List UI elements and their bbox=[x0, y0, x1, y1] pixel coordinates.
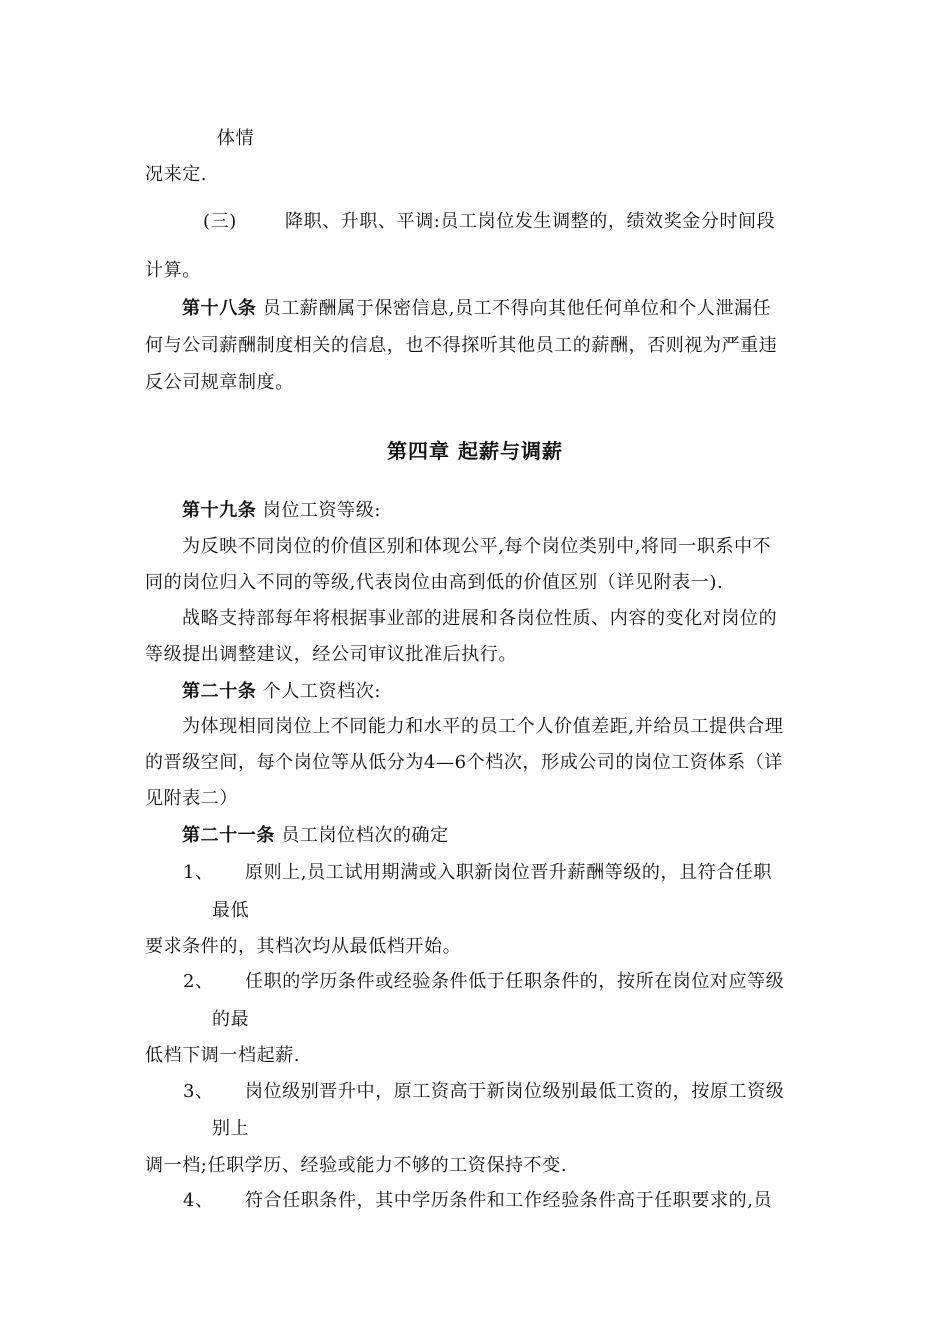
text-line: 为体现相同岗位上不同能力和水平的员工个人价值差距,并给员工提供合理 bbox=[182, 716, 784, 737]
list-number: 2、 bbox=[183, 971, 214, 992]
text-line: 为反映不同岗位的价值区别和体现公平,每个岗位类别中,将同一职系中不 bbox=[182, 536, 772, 557]
article-title: 第十八条 bbox=[182, 298, 257, 319]
text-line: 原则上,员工试用期满或入职新岗位晋升薪酬等级的，且符合任职 bbox=[245, 862, 773, 883]
text-line: 等级提出调整建议，经公司审议批准后执行。 bbox=[145, 644, 517, 665]
list-number: (三) bbox=[203, 211, 237, 232]
text-line: 反公司规章制度。 bbox=[145, 372, 294, 393]
article-title: 第二十一条 bbox=[182, 825, 275, 846]
article-heading: 岗位工资等级: bbox=[262, 500, 381, 521]
text-line: 的最 bbox=[212, 1009, 250, 1030]
list-number: 3、 bbox=[183, 1081, 214, 1102]
text-line: 低档下调一档起薪. bbox=[145, 1045, 301, 1066]
article-title: 第十九条 bbox=[182, 500, 257, 521]
text-line: 同的岗位归入不同的等级,代表岗位由高到低的价值区别（详见附表一). bbox=[145, 572, 724, 593]
text-line: 战略支持部每年将根据事业部的进展和各岗位性质、内容的变化对岗位的 bbox=[182, 608, 778, 629]
text-line: 体情 bbox=[217, 128, 255, 149]
text-line: 任职的学历条件或经验条件低于任职条件的，按所在岗位对应等级 bbox=[245, 971, 785, 992]
text-line: 降职、升职、平调:员工岗位发生调整的，绩效奖金分时间段 bbox=[285, 211, 776, 232]
article-heading: 个人工资档次: bbox=[262, 681, 381, 702]
article-text: 员工薪酬属于保密信息,员工不得向其他任何单位和个人泄漏任 bbox=[262, 298, 772, 319]
article-heading: 员工岗位档次的确定 bbox=[281, 825, 449, 846]
text-line: 别上 bbox=[212, 1118, 250, 1139]
text-line: 调一档;任职学历、经验或能力不够的工资保持不变. bbox=[145, 1155, 568, 1176]
list-number: 4、 bbox=[183, 1190, 214, 1211]
text-line: 见附表二） bbox=[145, 788, 238, 809]
text-line: 计算。 bbox=[145, 260, 201, 281]
text-line: 的晋级空间，每个岗位等从低分为4—6个档次，形成公司的岗位工资体系（详 bbox=[145, 752, 783, 773]
chapter-title: 第四章 起薪与调薪 bbox=[387, 439, 563, 463]
text-line: 岗位级别晋升中，原工资高于新岗位级别最低工资的，按原工资级 bbox=[245, 1081, 785, 1102]
text-line: 符合任职条件，其中学历条件和工作经验条件高于任职要求的,员 bbox=[245, 1190, 773, 1211]
text-line: 况来定. bbox=[145, 164, 208, 185]
article-20 bbox=[182, 680, 381, 704]
text-line: 最低 bbox=[212, 900, 250, 921]
list-number: 1、 bbox=[183, 862, 214, 883]
article-title: 第二十条 bbox=[182, 681, 257, 702]
text-line: 何与公司薪酬制度相关的信息，也不得探听其他员工的薪酬，否则视为严重违 bbox=[145, 335, 778, 356]
article-18 bbox=[182, 297, 771, 321]
article-21 bbox=[182, 824, 449, 848]
text-line: 要求条件的，其档次均从最低档开始。 bbox=[145, 936, 462, 957]
article-19 bbox=[182, 499, 381, 523]
